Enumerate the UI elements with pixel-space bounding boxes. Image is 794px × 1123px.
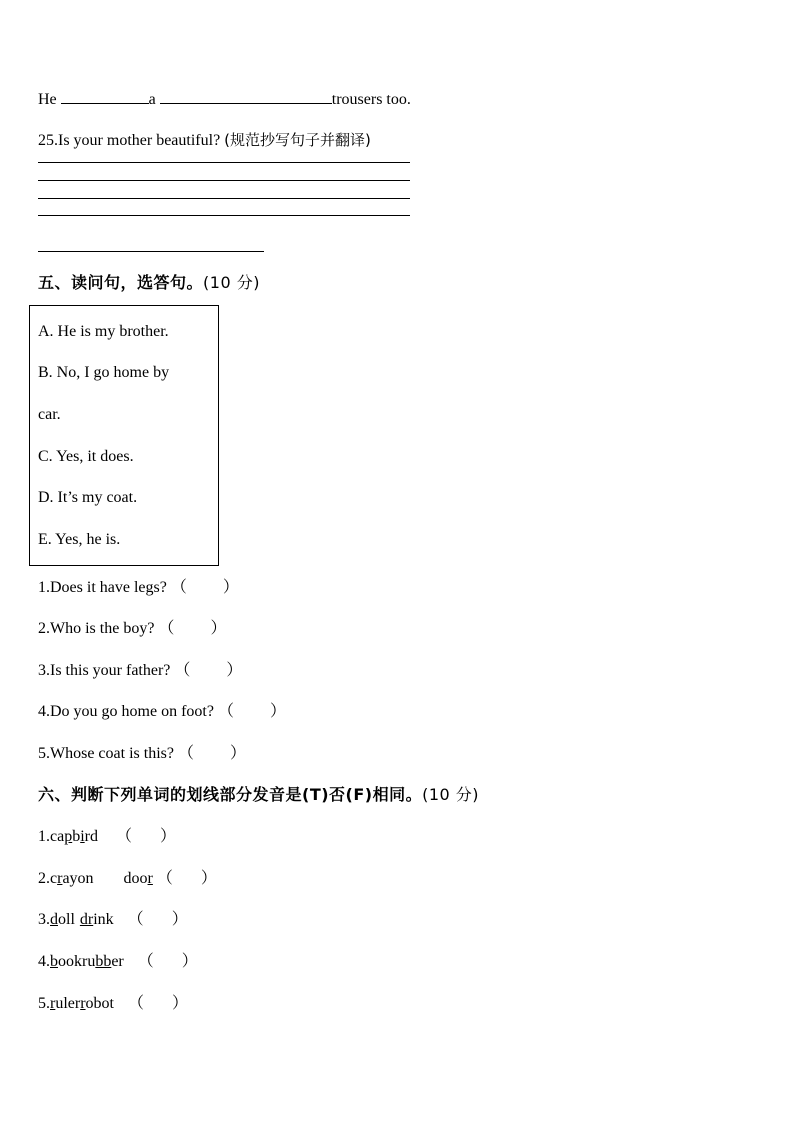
writing-line-2[interactable] bbox=[38, 180, 410, 181]
question-text: 1.Does it have legs? bbox=[38, 579, 167, 596]
question-number: 25. bbox=[38, 132, 58, 149]
question-text: 2.Who is the boy? bbox=[38, 620, 155, 637]
question-text: 5.Whose coat is this? bbox=[38, 745, 174, 762]
writing-line-3[interactable] bbox=[38, 198, 410, 199]
answer-parentheses[interactable]: （ ） bbox=[217, 703, 287, 720]
question-instruction: (规范抄写句子并翻译) bbox=[224, 131, 371, 149]
section5-heading bbox=[38, 273, 260, 293]
writing-line-1[interactable] bbox=[38, 162, 410, 163]
answer-parentheses[interactable]: （ ） bbox=[177, 745, 246, 762]
section5-score: (10 分) bbox=[203, 273, 260, 292]
answer-parentheses[interactable]: （ ） bbox=[174, 662, 243, 679]
answer-parentheses[interactable]: （ ） bbox=[127, 911, 188, 928]
answer-blank-1[interactable] bbox=[61, 88, 149, 104]
s5-question-4 bbox=[38, 702, 286, 722]
s5-question-2 bbox=[38, 619, 226, 639]
answer-parentheses[interactable]: （ ） bbox=[127, 995, 189, 1012]
answer-parentheses[interactable]: （ ） bbox=[115, 828, 177, 845]
option-b: B. No, I go home by bbox=[38, 364, 170, 381]
option-d: D. It’s my coat. bbox=[38, 489, 138, 506]
question-text: 4.Do you go home on foot? bbox=[38, 703, 214, 720]
section6-score: (10 分) bbox=[422, 785, 480, 804]
article-text: a bbox=[148, 91, 156, 108]
answer-parentheses[interactable]: （ ） bbox=[170, 579, 239, 596]
option-e: E. Yes, he is. bbox=[38, 531, 121, 548]
s6-item-3: 3.doll drink （ ） bbox=[38, 911, 188, 928]
writing-line-5[interactable] bbox=[38, 251, 264, 252]
s5-question-3 bbox=[38, 661, 242, 681]
option-a: A. He is my brother. bbox=[38, 323, 169, 340]
answer-blank-2[interactable] bbox=[160, 88, 332, 104]
section6-title: 六、判断下列单词的划线部分发音是(T)否(F)相同。 bbox=[38, 785, 423, 804]
section5-title: 五、读问句，选答句。 bbox=[38, 273, 204, 292]
question-text: 3.Is this your father? bbox=[38, 662, 171, 679]
answer-options-box bbox=[29, 305, 219, 566]
tail-text: trousers too. bbox=[331, 91, 411, 108]
s6-item-5: 5.rulerrobot （ ） bbox=[38, 995, 189, 1012]
option-b-continued: car. bbox=[38, 406, 61, 423]
question-25 bbox=[38, 130, 371, 151]
s6-item-1: 1.capbird （ ） bbox=[38, 828, 177, 845]
s5-question-1 bbox=[38, 578, 239, 598]
fill-in-sentence bbox=[38, 88, 411, 110]
question-sentence: Is your mother beautiful? bbox=[58, 132, 221, 149]
answer-parentheses[interactable]: （ ） bbox=[137, 953, 198, 970]
subject-text: He bbox=[38, 91, 57, 108]
answer-parentheses[interactable]: （ ） bbox=[158, 620, 227, 637]
s6-item-2: 2.crayon door （ ） bbox=[38, 870, 217, 887]
section6-heading bbox=[38, 785, 479, 805]
writing-line-4[interactable] bbox=[38, 215, 410, 216]
answer-parentheses[interactable]: （ ） bbox=[156, 870, 217, 887]
s6-item-4: 4.bookrubber （ ） bbox=[38, 953, 198, 970]
s5-question-5 bbox=[38, 744, 246, 764]
option-c: C. Yes, it does. bbox=[38, 448, 134, 465]
